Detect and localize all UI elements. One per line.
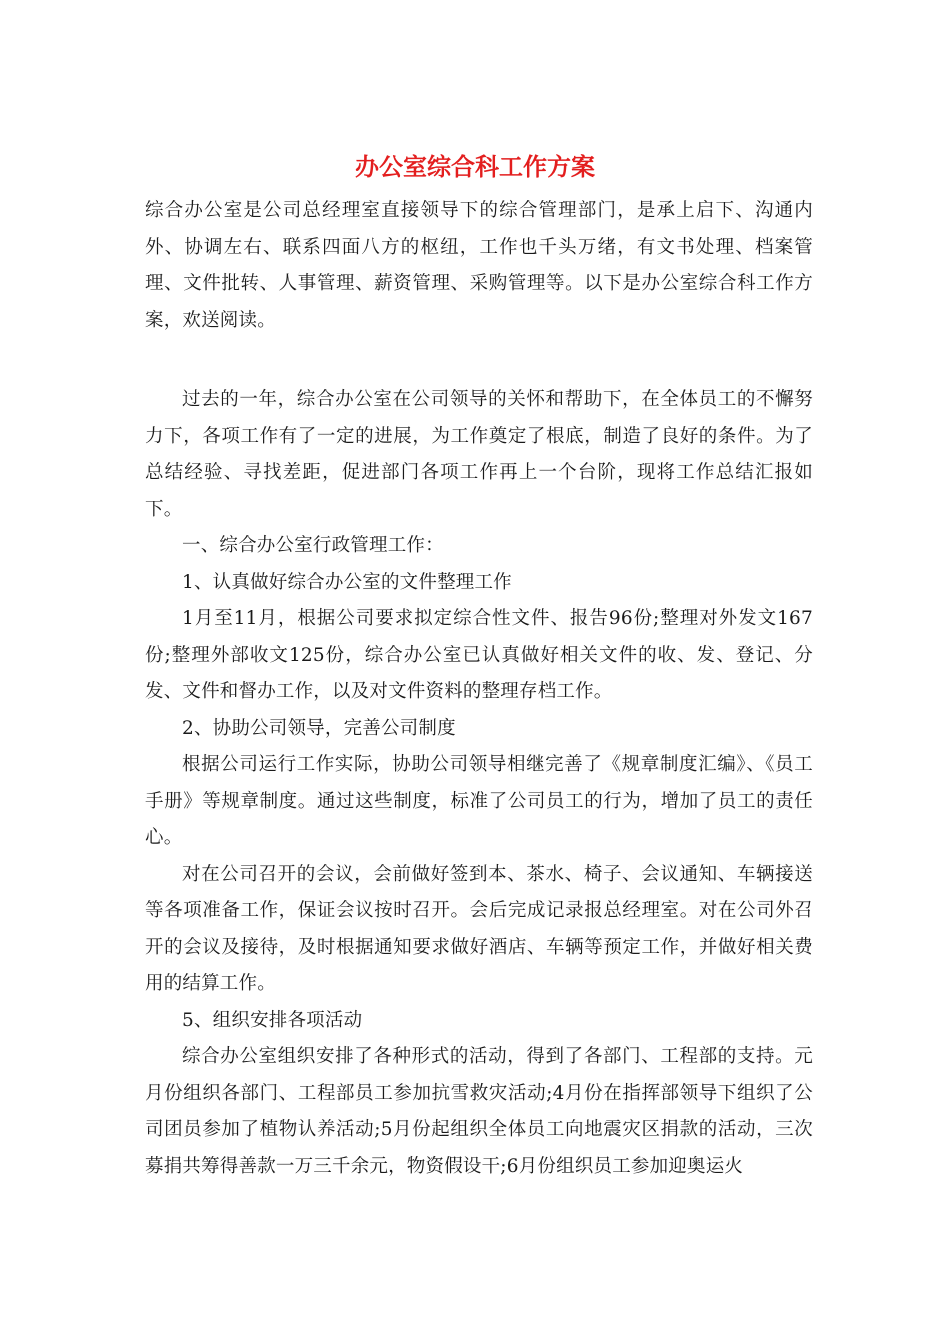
subsection-heading: 1、认真做好综合办公室的文件整理工作	[182, 571, 512, 593]
body-paragraph: 对在公司召开的会议，会前做好签到本、茶水、椅子、会议通知、车辆接送等各项准备工作，保证会议按时召开。会后完成记录报总经理室。对在公司外召开的会议及接待，及时根据通知要求做好酒店、车辆等预定工作，并做好相关费用的结算工作。	[145, 863, 813, 994]
body-paragraph: 根据公司运行工作实际，协助公司领导相继完善了《规章制度汇编》、《员工手册》等规章制度。通过这些制度，标准了公司员工的行为，增加了员工的责任心。	[145, 754, 813, 848]
subsection-heading: 5、组织安排各项活动	[182, 1009, 363, 1031]
subsection-heading: 2、协助公司领导，完善公司制度	[182, 717, 456, 739]
document-body	[145, 193, 813, 1185]
body-paragraph: 1月至11月，根据公司要求拟定综合性文件、报告96份;整理对外发文167份;整理外部收文125份，综合办公室已认真做好相关文件的收、发、登记、分发、文件和督办工作，以及对文件资料的整理存档工作。	[145, 608, 813, 702]
document-title: 办公室综合科工作方案	[355, 152, 595, 181]
section-heading: 一、综合办公室行政管理工作：	[182, 535, 444, 556]
body-paragraph: 综合办公室组织安排了各种形式的活动，得到了各部门、工程部的支持。元月份组织各部门、工程部员工参加抗雪救灾活动;4月份在指挥部领导下组织了公司团员参加了植物认养活动;5月份起组织全体员工向地震灾区捐款的活动，三次募捐共筹得善款一万三千余元，物资假设干;6月份组织员工参加迎奥运火	[145, 1046, 813, 1177]
intro-paragraph: 综合办公室是公司总经理室直接领导下的综合管理部门，是承上启下、沟通内外、协调左右、联系四面八方的枢纽，工作也千头万绪，有文书处理、档案管理、文件批转、人事管理、薪资管理、采购管理等。以下是办公室综合科工作方案，欢送阅读。	[145, 200, 813, 331]
body-paragraph: 过去的一年，综合办公室在公司领导的关怀和帮助下，在全体员工的不懈努力下，各项工作有了一定的进展，为工作奠定了根底，制造了良好的条件。为了总结经验、寻找差距，促进部门各项工作再上一个台阶，现将工作总结汇报如下。	[145, 389, 813, 520]
